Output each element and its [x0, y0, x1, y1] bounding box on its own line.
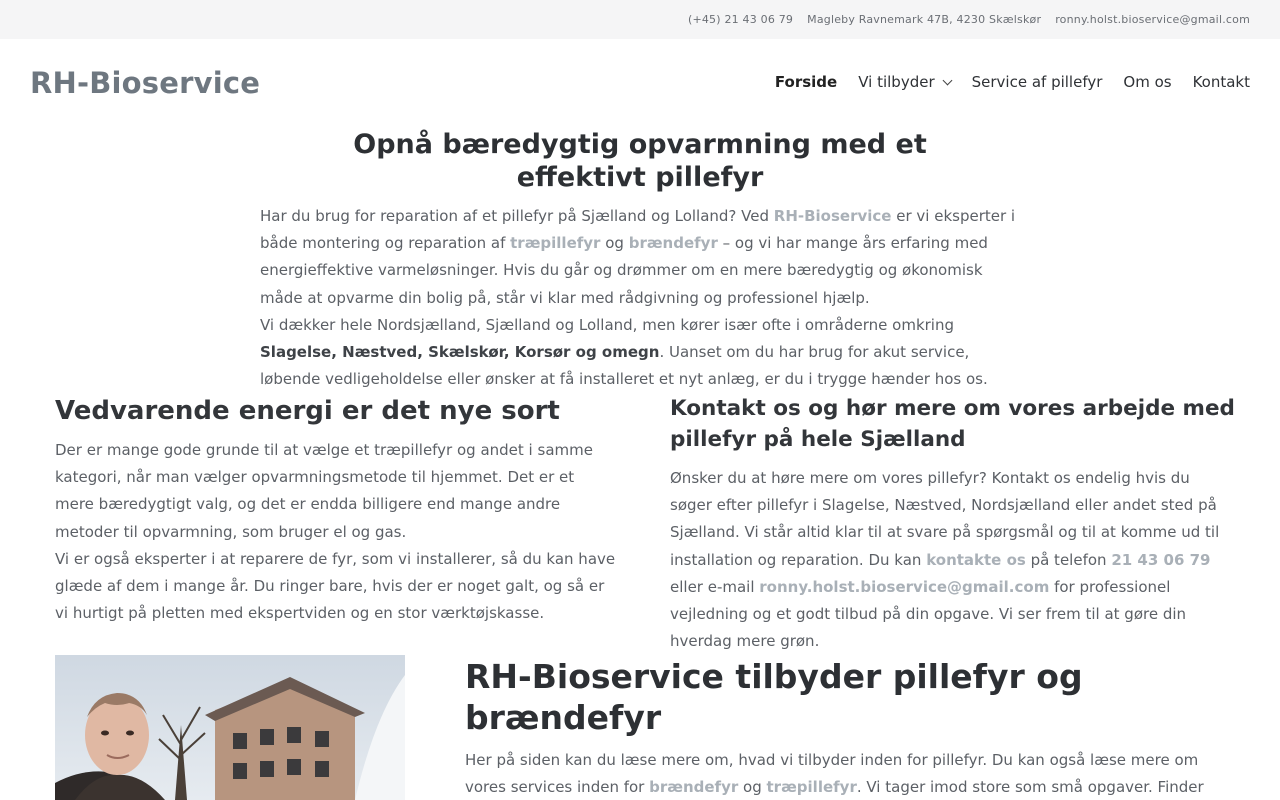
renewable-paragraph-1: Der er mange gode grunde til at vælge et træpillefyr og andet i samme kategori, når man vælger opvarmningsmetode til hjemmet. Det er et mere bæredygtigt valg, og det er endda billigere end mange andre metoder til opvarmning, som bruger el og gas. — [55, 441, 593, 541]
rh-bioservice-link[interactable]: RH-Bioservice — [773, 207, 892, 225]
offer-p-c: . Vi tager imod store som små opgaver. Finder — [856, 778, 1204, 797]
renewable-energy-title: Vedvarende energi er det nye sort — [55, 396, 560, 426]
traepillefyr-link[interactable]: træpillefyr — [510, 234, 601, 253]
contact-section-text — [670, 465, 1230, 655]
nav-vi-tilbyder-label: Vi tilbyder — [858, 73, 935, 91]
phone-link[interactable]: 21 43 06 79 — [1111, 550, 1211, 569]
contact-section-title: Kontakt os og hør mere om vores arbejde med pillefyr på hele Sjælland — [670, 396, 1235, 452]
offer-p-b: og — [738, 778, 767, 797]
nav-forside[interactable] — [775, 73, 837, 91]
hero-areas: Slagelse, Næstved, Skælskør, Korsør og omegn — [260, 343, 660, 362]
renewable-paragraph-2: Vi er også eksperter i at reparere de fyr, som vi installerer, så du kan have glæde af dem i mange år. Du ringer bare, hvis der er noget galt, og så er vi hurtigt på pletten med ekspertviden og en stor værktøjskasse. — [55, 549, 616, 623]
main-nav — [775, 73, 1250, 91]
owner-photo — [55, 655, 405, 800]
offer-text — [465, 747, 1235, 800]
hero-p2-a: Vi dækker hele Nordsjælland, Sjælland og Lolland, men kører især ofte i områderne omkring — [260, 315, 954, 334]
nav-service-label: Service af pillefyr — [971, 73, 1103, 91]
nav-service-af-pillefyr[interactable] — [972, 73, 1103, 91]
hero-p2-b: . Uanset om du har brug for akut service, løbende vedligeholdelse eller ønsker at få installeret et nyt anlæg, er du i trygge hænder hos os. — [260, 343, 988, 389]
offer-title: RH-Bioservice tilbyder pillefyr og brændefyr — [465, 657, 1083, 737]
contact-p-a: Ønsker du at høre mere om vores pillefyr? Kontakt os endelig hvis du søger efter pillefyr i Slagelse, Næstved, Nordsjælland eller andet sted på Sjælland. Vi står altid klar til at svare på spørgsmål og til at komme ud til installation og reparation. Du kan — [670, 469, 1220, 569]
kontakte-os-link[interactable]: kontakte os — [926, 550, 1026, 569]
hero-text — [260, 203, 1020, 393]
hero-p1-b: er vi eksperter i både montering og reparation af — [260, 207, 1016, 253]
hero-paragraph-1 — [260, 203, 1020, 312]
offer-paragraph — [465, 747, 1235, 800]
contact-paragraph — [670, 465, 1230, 655]
hero-paragraph-2 — [260, 312, 1020, 394]
top-contact-bar — [0, 0, 1280, 39]
hero-p1-c: og — [600, 234, 629, 253]
owner-photo-illustration — [55, 655, 405, 800]
contact-p-b: på telefon — [1025, 550, 1112, 569]
hero-title: Opnå bæredygtig opvarmning med et effektivt pillefyr — [353, 129, 927, 193]
braendefyr-link[interactable]: brændefyr — [628, 234, 718, 253]
nav-kontakt-label: Kontakt — [1192, 73, 1250, 91]
nav-om-os[interactable] — [1123, 73, 1171, 91]
offer-p-a: Her på siden kan du læse mere om, hvad vi tilbyder inden for pillefyr. Du kan også læse mere om vores services inden for — [465, 751, 1199, 797]
contact-p-c: eller e-mail — [670, 577, 760, 596]
site-logo[interactable]: RH-Bioservice — [30, 66, 261, 100]
topbar-items — [688, 13, 1250, 26]
offer-braendefyr-link[interactable]: brændefyr — [649, 778, 739, 797]
contact-p-d: for professionel vejledning og et godt tilbud på din opgave. Vi ser frem til at gøre din hverdag mere grøn. — [670, 577, 1187, 651]
offer-traepillefyr-link[interactable]: træpillefyr — [766, 778, 857, 797]
nav-kontakt[interactable] — [1193, 73, 1250, 91]
topbar-email[interactable]: ronny.holst.bioservice@gmail.com — [1055, 13, 1250, 26]
topbar-address: Magleby Ravnemark 47B, 4230 Skælskør — [807, 13, 1042, 26]
topbar-phone[interactable]: (+45) 21 43 06 79 — [687, 13, 794, 26]
hero-p1-a: Har du brug for reparation af et pillefyr på Sjælland og Lolland? Ved — [260, 207, 774, 225]
chevron-down-icon — [942, 75, 952, 85]
hero-p1-d: – og vi har mange års erfaring med energieffektive varmeløsninger. Hvis du går og drømmer om en mere bæredygtig og økonomisk måde at opvarme din bolig på, står vi klar med rådgivning og professionel hjælp. — [260, 234, 988, 307]
nav-forside-label: Forside — [774, 73, 838, 91]
renewable-energy-text — [55, 437, 617, 627]
nav-vi-tilbyder[interactable] — [858, 73, 950, 91]
email-link[interactable]: ronny.holst.bioservice@gmail.com — [759, 577, 1050, 596]
nav-om-os-label: Om os — [1123, 73, 1172, 91]
